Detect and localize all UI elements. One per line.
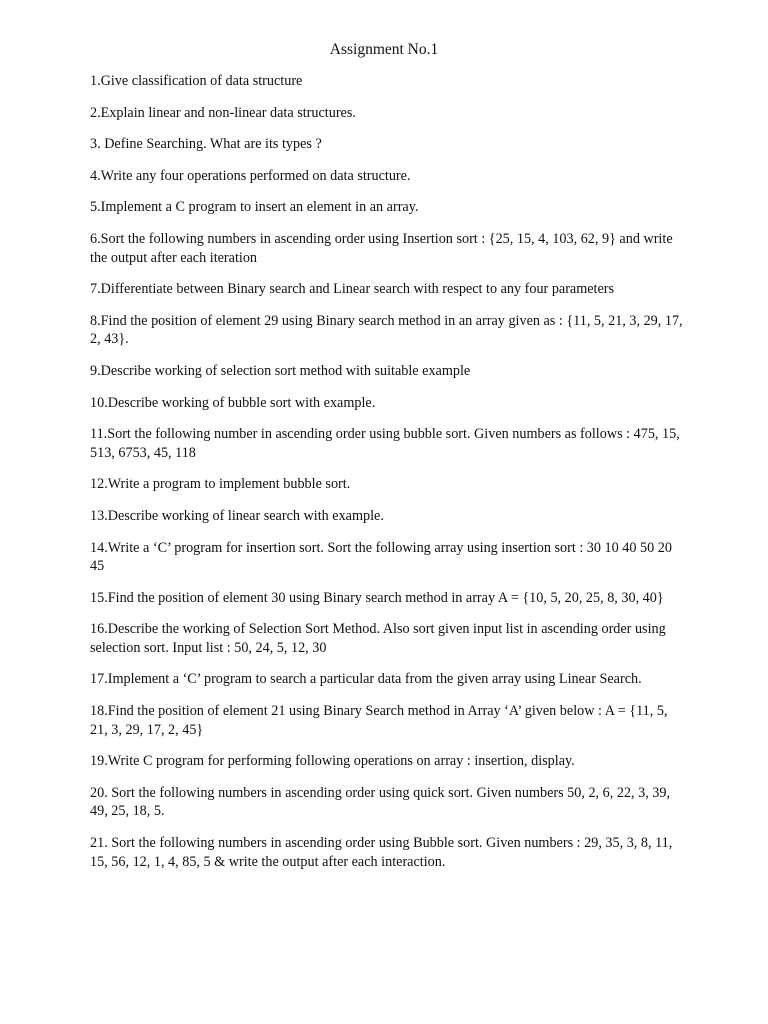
question-11: 11.Sort the following number in ascending order using bubble sort. Given numbers as follows : 475, 15, 513, 6753, 45, 118 [90,426,680,461]
question-12: 12.Write a program to implement bubble sort. [90,476,351,493]
question-7: 7.Differentiate between Binary search and Linear search with respect to any four parameters [90,281,615,298]
question-21: 21. Sort the following numbers in ascending order using Bubble sort. Given numbers : 29, 35, 3, 8, 11, 15, 56, 12, 1, 4, 85, 5 & write the output after each interaction. [90,835,673,870]
question-13: 13.Describe working of linear search with example. [90,507,384,524]
question-10: 10.Describe working of bubble sort with example. [90,394,376,411]
question-6: 6.Sort the following numbers in ascending order using Insertion sort : {25, 15, 4, 103, 62, 9} and write the output after each iteration [90,230,673,266]
question-4: 4.Write any four operations performed on data structure. [90,167,411,184]
question-20: 20. Sort the following numbers in ascending order using quick sort. Given numbers 50, 2, 6, 22, 3, 39, 49, 25, 18, 5. [90,784,671,820]
question-list [90,72,686,884]
question-19: 19.Write C program for performing following operations on array : insertion, display. [90,753,575,770]
question-5: 5.Implement a C program to insert an element in an array. [90,199,419,216]
question-16: 16.Describe the working of Selection Sort Method. Also sort given input list in ascending order using selection sort. Input list : 50, 24, 5, 12, 30 [90,621,666,656]
question-9: 9.Describe working of selection sort method with suitable example [90,362,471,379]
question-15: 15.Find the position of element 30 using Binary search method in array A = {10, 5, 20, 25, 8, 30, 40} [90,589,664,606]
question-2: 2.Explain linear and non-linear data structures. [90,104,356,121]
question-14: 14.Write a ‘C’ program for insertion sort. Sort the following array using insertion sort : 30 10 40 50 20 45 [90,539,672,575]
question-3: 3. Define Searching. What are its types ? [90,136,322,153]
question-18: 18.Find the position of element 21 using Binary Search method in Array ‘A’ given below : A = {11, 5, 21, 3, 29, 17, 2, 45} [90,703,668,738]
question-1: 1.Give classification of data structure [90,73,303,89]
question-8: 8.Find the position of element 29 using Binary search method in an array given as : {11, 5, 21, 3, 29, 17, 2, 43}. [90,312,683,348]
question-17: 17.Implement a ‘C’ program to search a particular data from the given array using Linear Search. [90,671,642,688]
page-title: Assignment No.1 [329,41,439,58]
